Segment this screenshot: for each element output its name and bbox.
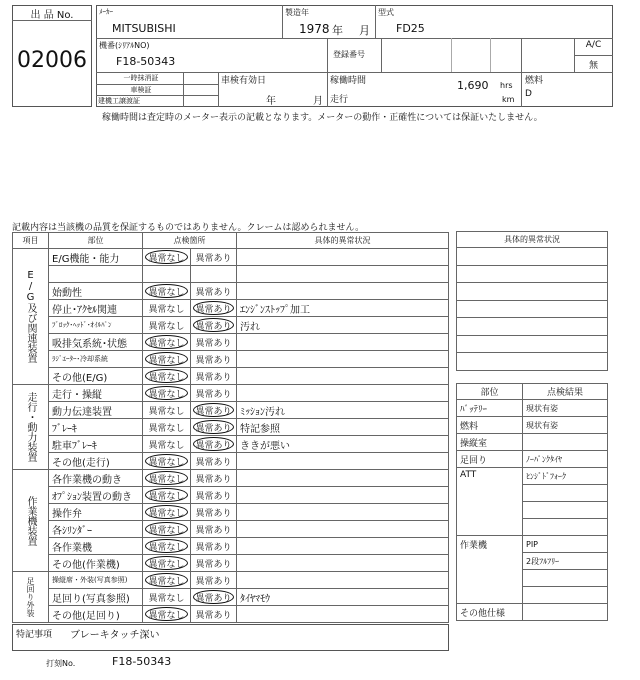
selected-circle [145,488,188,502]
status-ng[interactable] [191,606,237,623]
status-ok[interactable] [143,385,191,402]
part-name: 始動性 [49,283,143,300]
fuel-label: 燃料 [525,76,544,86]
status-ng[interactable] [191,402,237,419]
abnormal-detail-header: 具体的異常状況 [457,232,608,248]
table-row [457,604,608,621]
detail [237,385,449,402]
status-text: 異常なし [148,542,185,553]
status-ng[interactable] [191,317,237,334]
detail [237,266,449,283]
table-row [13,538,449,555]
selected-circle [193,590,234,604]
status-text: 異常あり [195,253,232,264]
status-text: 異常あり [195,304,232,315]
part-name: その他(E/G) [49,368,143,385]
maker-value: MITSUBISHI [112,22,176,35]
part-name: ATT [457,468,523,536]
detail [237,334,449,351]
selected-circle [145,556,188,570]
part-name: 操縦室 [457,434,523,451]
detail [237,487,449,504]
year-unit: 年 [332,24,343,37]
result: 現状有姿 [523,417,608,434]
status-text: 異常あり [195,559,232,570]
status-ng[interactable] [191,555,237,572]
selected-circle [145,369,188,383]
result: PIP [523,536,608,553]
disclaimer: 記載内容は当該機の品質を保証するものではありません。クレームは認められません。 [12,223,365,233]
status-empty [143,266,191,283]
hours-value: 1,690 [457,79,489,92]
detail-cell [457,335,608,353]
status-text: 異常あり [195,610,232,621]
section-label: 足回り外装 [13,572,49,623]
detail: ききが悪い [237,436,449,453]
part-name: その他(作業機) [49,555,143,572]
status-text: 異常なし [148,457,185,468]
status-ng[interactable] [191,300,237,317]
table-row [13,504,449,521]
detail: ﾐｯｼｮﾝ汚れ [237,402,449,419]
status-text: 異常あり [195,423,232,434]
ac-label: A/C [585,40,602,50]
status-ng[interactable] [191,572,237,589]
detail [237,521,449,538]
table-row [13,436,449,453]
table-row [457,335,608,353]
part-name: ﾗｼﾞｴｰﾀｰ･冷却系統 [49,351,143,368]
detail [237,555,449,572]
result: ﾋﾝｼﾞﾄﾞﾌｫｰｸ [523,468,608,485]
selected-circle [193,420,234,434]
table-row [13,589,449,606]
status-ok[interactable] [143,368,191,385]
status-ok[interactable] [143,572,191,589]
year-label: 製造年 [285,8,309,17]
table-row [13,334,449,351]
detail [237,368,449,385]
detail [237,283,449,300]
status-text: 異常なし [148,423,185,434]
status-ok[interactable] [143,402,191,419]
result [523,519,608,536]
selected-circle [145,284,188,298]
selected-circle [145,522,188,536]
stamp-value: F18-50343 [112,655,172,668]
table-row [457,283,608,301]
selected-circle [145,352,188,366]
table-row [13,300,449,317]
status-ng[interactable] [191,589,237,606]
serial-label: 機番(ｼﾘｱﾙNO) [99,41,150,50]
status-text: 異常あり [195,508,232,519]
detail [237,453,449,470]
part-name: その他(足回り) [49,606,143,623]
part-name: 停止･ｱｸｾﾙ関連 [49,300,143,317]
lot-number: 02006 [17,48,87,73]
status-text: 異常あり [195,593,232,604]
cert-label: 建機工譲渡証 [98,97,140,105]
status-text: 異常あり [195,440,232,451]
table-row [13,487,449,504]
status-ng[interactable] [191,419,237,436]
month-unit: 月 [359,24,370,37]
part-name: ﾌﾞﾛｯｸ･ﾍｯﾄﾞ･ｵｲﾙﾊﾟﾝ [49,317,143,334]
selected-circle [193,318,234,332]
status-ng[interactable] [191,385,237,402]
model-label: 型式 [378,8,394,17]
status-ok[interactable] [143,589,191,606]
col-result: 点検結果 [523,384,608,400]
status-ng[interactable] [191,334,237,351]
detail: ﾀｲﾔﾏﾓｳ [237,589,449,606]
result [523,502,608,519]
detail-cell [457,353,608,371]
result: 現状有姿 [523,400,608,417]
cert-label: 一時抹消証 [123,74,159,82]
status-ng[interactable] [191,283,237,300]
result [523,485,608,502]
status-text: 異常なし [148,406,185,417]
status-empty [191,266,237,283]
ac-value: 無 [588,61,598,71]
result [523,604,608,621]
detail: 特記参照 [237,419,449,436]
table-row [13,351,449,368]
status-ok[interactable] [143,470,191,487]
km-unit: km [502,95,515,104]
status-text: 異常なし [148,474,185,485]
table-row [457,468,608,485]
status-text: 異常なし [148,389,185,400]
status-text: 異常あり [195,321,232,332]
part-name: ｵﾌﾟｼｮﾝ装置の動き [49,487,143,504]
status-ok[interactable] [143,487,191,504]
status-ng[interactable] [191,538,237,555]
col-part: 部位 [49,233,143,249]
status-text: 異常あり [195,372,232,383]
status-text: 異常なし [148,304,185,315]
abnormal-detail-table [456,231,608,371]
status-text: 異常なし [148,321,185,332]
detail [237,538,449,555]
status-ok[interactable] [143,283,191,300]
detail [237,572,449,589]
detail: 汚れ [237,317,449,334]
result: ﾉｰﾊﾟﾝｸﾀｲﾔ [523,451,608,468]
hours-label: 稼働時間 [330,76,367,86]
table-row [457,400,608,417]
table-row [457,451,608,468]
table-row [13,368,449,385]
status-text: 異常なし [148,508,185,519]
lot-label: 出 品 No. [30,10,74,21]
selected-circle [145,607,188,621]
status-text: 異常なし [148,610,185,621]
part-name: 駐車ﾌﾞﾚｰｷ [49,436,143,453]
status-ng[interactable] [191,487,237,504]
remarks-text: ブレーキタッチ深い [70,630,160,641]
part-name: 足回り [457,451,523,468]
table-row [13,453,449,470]
detail-cell [457,300,608,318]
table-row [13,470,449,487]
part-name: 燃料 [457,417,523,434]
table-row [457,248,608,266]
inspection-year-unit: 年 [266,96,276,107]
status-text: 異常なし [148,253,185,264]
col-check: 点検箇所 [143,233,237,249]
detail-cell [457,318,608,336]
table-row [13,402,449,419]
status-ng[interactable] [191,436,237,453]
status-ok[interactable] [143,300,191,317]
status-text: 異常あり [195,355,232,366]
part-name: 足回り(写真参照) [49,589,143,606]
model-value: FD25 [396,22,425,35]
detail: ｴﾝｼﾞﾝｽﾄｯﾌﾟ加工 [237,300,449,317]
table-row [457,265,608,283]
status-ok[interactable] [143,436,191,453]
part-name: その他仕様 [457,604,523,621]
detail [237,504,449,521]
table-row [13,555,449,572]
status-ok[interactable] [143,538,191,555]
status-text: 異常なし [148,491,185,502]
status-ng[interactable] [191,504,237,521]
serial-value: F18-50343 [116,55,176,68]
result: 2段ﾌﾙﾌﾘｰ [523,553,608,570]
status-text: 異常あり [195,457,232,468]
status-text: 異常なし [148,372,185,383]
table-row [457,417,608,434]
part-name: 各ｼﾘﾝﾀﾞｰ [49,521,143,538]
travel-label: 走行 [330,95,349,105]
status-text: 異常あり [195,287,232,298]
table-row [457,434,608,451]
part-name: 動力伝達装置 [49,402,143,419]
part-name: ﾌﾞﾚｰｷ [49,419,143,436]
result [523,434,608,451]
section-label: E/G及び関連装置 [13,249,49,385]
table-row [13,606,449,623]
selected-circle [193,437,234,451]
selected-circle [145,335,188,349]
selected-circle [193,301,234,315]
col-part: 部位 [457,384,523,400]
inspection-month-unit: 月 [313,96,323,107]
part-name: 各作業機 [49,538,143,555]
result [523,570,608,587]
selected-circle [145,386,188,400]
table-row [457,318,608,336]
status-ok[interactable] [143,317,191,334]
status-ng[interactable] [191,351,237,368]
status-ok[interactable] [143,606,191,623]
status-ng[interactable] [191,453,237,470]
fuel-value: D [525,89,532,99]
part-name: ﾊﾞｯﾃﾘｰ [457,400,523,417]
table-row [457,353,608,371]
hours-note: 稼働時間は査定時のメーター表示の記載となります。メーターの動作・正確性については保証いたしません。 [102,113,543,123]
table-row [457,300,608,318]
selected-circle [145,471,188,485]
table-row [13,249,449,266]
cert-label: 車検証 [130,86,152,94]
status-text: 異常あり [195,576,232,587]
status-ng[interactable] [191,521,237,538]
selected-circle [145,454,188,468]
status-text: 異常なし [148,355,185,366]
status-text: 異常なし [148,525,185,536]
part-name [49,266,143,283]
table-row [13,266,449,283]
table-row [13,283,449,300]
detail-cell [457,283,608,301]
status-text: 異常あり [195,491,232,502]
status-ok[interactable] [143,504,191,521]
status-ok[interactable] [143,453,191,470]
status-text: 異常なし [148,440,185,451]
inspection-label: 車検有効日 [221,76,267,86]
part-name: 操縦席・外装(写真参照) [49,572,143,589]
maker-label: ﾒｰｶｰ [99,8,113,16]
status-text: 異常なし [148,559,185,570]
result [523,587,608,604]
detail-cell [457,265,608,283]
status-ok[interactable] [143,351,191,368]
status-ok[interactable] [143,334,191,351]
table-row [13,317,449,334]
part-name: その他(走行) [49,453,143,470]
col-detail: 具体的異常状況 [237,233,449,249]
status-ok[interactable] [143,419,191,436]
section-label: 走行・動力装置 [13,385,49,470]
status-ng[interactable] [191,368,237,385]
selected-circle [145,573,188,587]
section-label: 作業機装置 [13,470,49,572]
selected-circle [145,250,188,264]
stamp-label: 打刻No. [46,659,76,668]
inspection-table [12,232,449,623]
detail [237,606,449,623]
table-row [457,536,608,553]
detail [237,470,449,487]
status-text: 異常なし [148,287,185,298]
status-text: 異常あり [195,525,232,536]
part-name: 走行・操縦 [49,385,143,402]
part-name: 吸排気系統･状態 [49,334,143,351]
part-name: 各作業機の動き [49,470,143,487]
year-value: 1978 [299,22,330,36]
detail [237,249,449,266]
status-ng[interactable] [191,249,237,266]
table-row [13,572,449,589]
status-text: 異常あり [195,389,232,400]
part-name: 操作弁 [49,504,143,521]
status-text: 異常あり [195,338,232,349]
status-text: 異常あり [195,406,232,417]
selected-circle [193,403,234,417]
registration-label: 登録番号 [333,50,365,59]
part-name: 作業機 [457,536,523,604]
status-text: 異常あり [195,542,232,553]
status-text: 異常あり [195,474,232,485]
table-row [13,419,449,436]
col-item: 項目 [13,233,49,249]
status-text: 異常なし [148,593,185,604]
table-row [13,521,449,538]
status-text: 異常なし [148,576,185,587]
remarks-label: 特記事項 [16,630,53,640]
selected-circle [145,505,188,519]
part-name: E/G機能・能力 [49,249,143,266]
selected-circle [145,539,188,553]
check-result-table [456,383,608,621]
status-ok[interactable] [143,555,191,572]
status-ok[interactable] [143,521,191,538]
detail [237,351,449,368]
table-row [13,385,449,402]
status-text: 異常なし [148,338,185,349]
hours-unit: hrs [500,81,513,90]
status-ng[interactable] [191,470,237,487]
detail-cell [457,248,608,266]
status-ok[interactable] [143,249,191,266]
